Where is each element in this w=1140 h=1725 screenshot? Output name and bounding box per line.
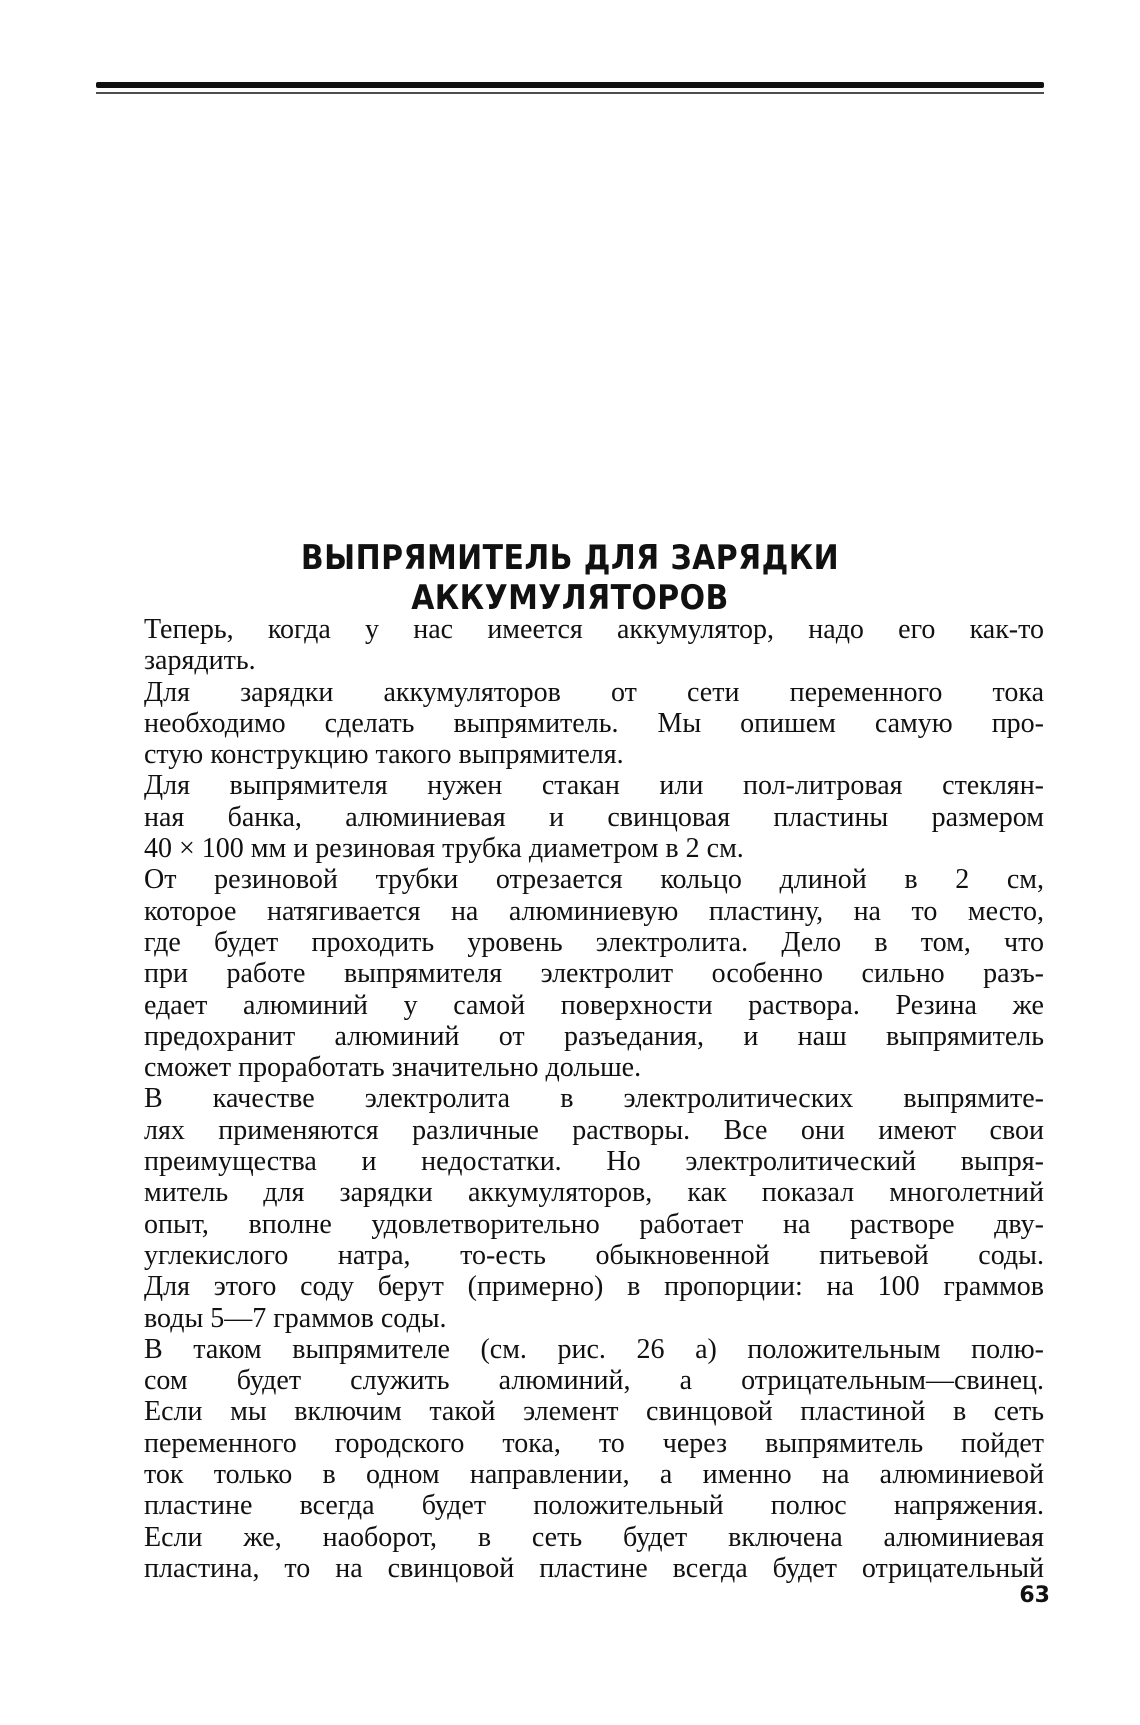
- paragraph-1: [96, 614, 1044, 677]
- text-line: где будет проходить уровень электролита. Дело в том, что: [144, 926, 1044, 958]
- text-line: Если же, наоборот, в сеть будет включена алюминиевая: [144, 1521, 1044, 1553]
- section-title: ВЫПРЯМИТЕЛЬ ДЛЯ ЗАРЯДКИ АККУМУЛЯТОРОВ: [300, 538, 840, 618]
- text-line: 40 × 100 мм и резиновая трубка диаметром в 2 см.: [144, 833, 744, 865]
- header-rule-thick: [96, 82, 1044, 88]
- text-line: едает алюминий у самой поверхности раствора. Резина же: [144, 989, 1044, 1021]
- header-rule-thin: [96, 92, 1044, 94]
- text-line: Для этого соду берут (примерно) в пропорции: на 100 граммов: [144, 1271, 1044, 1303]
- text-line: при работе выпрямителя электролит особенно сильно разъ-: [144, 958, 1044, 990]
- text-line: ная банка, алюминиевая и свинцовая пластины размером: [144, 801, 1044, 833]
- text-line: В качестве электролита в электролитических выпрямите-: [144, 1083, 1044, 1115]
- text-line: стую конструкцию такого выпрямителя.: [144, 739, 624, 771]
- text-line: зарядить.: [144, 645, 256, 677]
- text-line: Для зарядки аккумуляторов от сети переменного тока: [144, 676, 1044, 708]
- text-line: ток только в одном направлении, а именно на алюминиевой: [144, 1459, 1044, 1491]
- paragraph-2: [96, 677, 1044, 771]
- paragraph-6: [96, 1334, 1044, 1584]
- text-line: пластина, то на свинцовой пластине всегда будет отрицательный: [144, 1552, 1044, 1584]
- text-line: В таком выпрямителе (см. рис. 26 а) положительным полю-: [144, 1333, 1044, 1365]
- paragraph-3: [96, 770, 1044, 864]
- paragraph-4: [96, 864, 1044, 1083]
- text-line: углекислого натра, то-есть обыкновенной питьевой соды.: [144, 1239, 1044, 1271]
- text-line: опыт, вполне удовлетворительно работает на растворе дву-: [144, 1208, 1044, 1240]
- text-line: которое натягивается на алюминиевую пластину, на то место,: [144, 895, 1044, 927]
- text-line: Если мы включим такой элемент свинцовой пластиной в сеть: [144, 1396, 1044, 1428]
- text-line: митель для зарядки аккумуляторов, как показал многолетний: [144, 1177, 1044, 1209]
- text-line: Теперь, когда у нас имеется аккумулятор, надо его как-то: [144, 614, 1044, 645]
- text-line: воды 5—7 граммов соды.: [144, 1302, 447, 1334]
- text-line: сом будет служить алюминий, а отрицательным—свинец.: [144, 1365, 1044, 1397]
- text-line: пластине всегда будет положительный полюс напряжения.: [144, 1490, 1044, 1522]
- text-line: сможет проработать значительно дольше.: [144, 1052, 642, 1084]
- page-number: 63: [1019, 1583, 1050, 1608]
- text-line: От резиновой трубки отрезается кольцо длиной в 2 см,: [144, 864, 1044, 896]
- text-line: переменного городского тока, то через выпрямитель пойдет: [144, 1427, 1044, 1459]
- text-line: лях применяются различные растворы. Все они имеют свои: [144, 1114, 1044, 1146]
- paragraph-5: [96, 1083, 1044, 1333]
- text-line: необходимо сделать выпрямитель. Мы опишем самую про-: [144, 707, 1044, 739]
- body-text: [96, 614, 1044, 1584]
- text-line: предохранит алюминий от разъедания, и наш выпрямитель: [144, 1020, 1044, 1052]
- text-line: Для выпрямителя нужен стакан или пол-литровая стеклян-: [144, 770, 1044, 802]
- text-line: преимущества и недостатки. Но электролитический выпря-: [144, 1146, 1044, 1178]
